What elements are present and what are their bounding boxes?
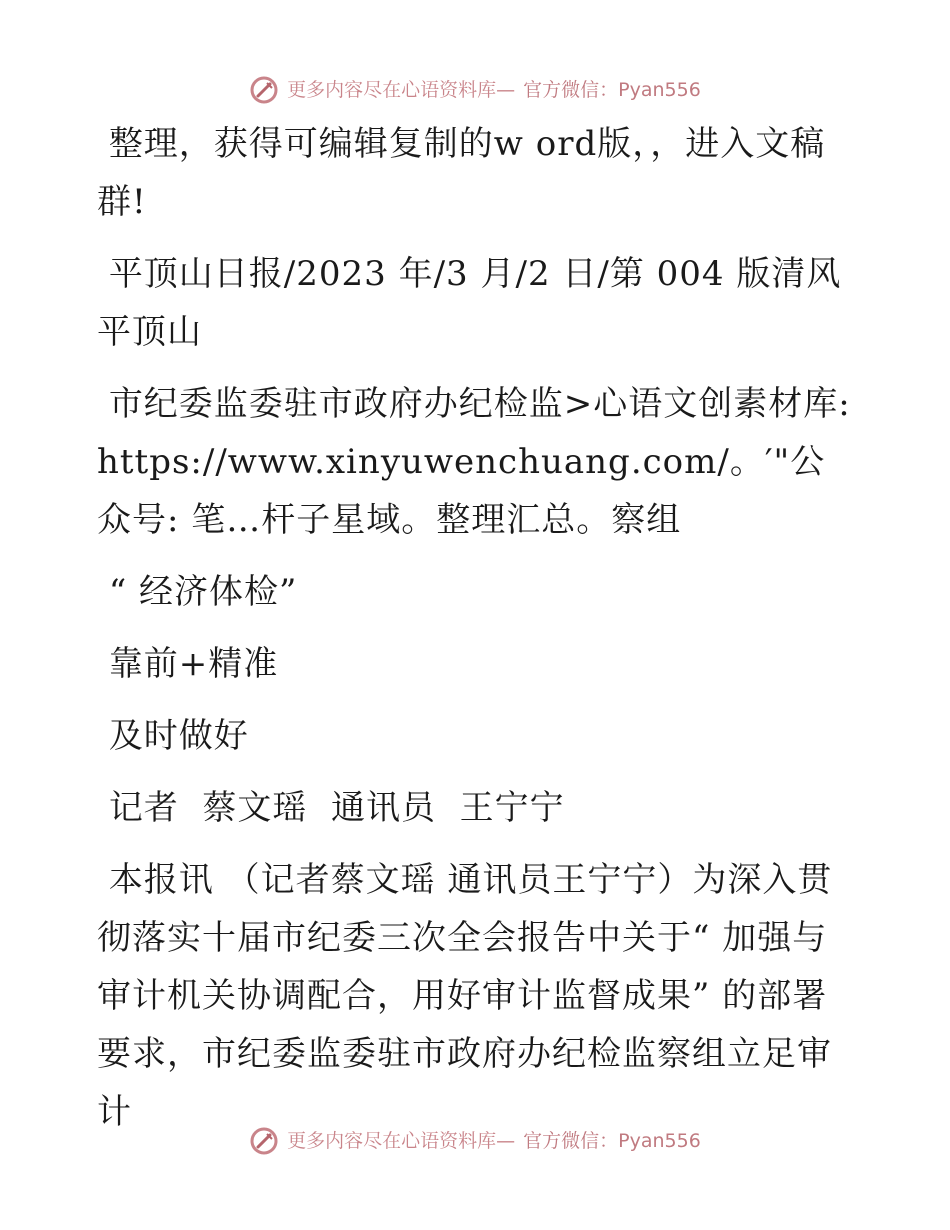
paragraph: “ 经济体检” [97, 572, 298, 612]
watermark-contact-text: 官方微信：Pyan556 [523, 1130, 701, 1152]
paragraph: 记者 蔡文瑶 通讯员 王宁宁 [97, 788, 565, 828]
document-body [97, 115, 863, 1155]
paragraph: 本报讯 （记者蔡文瑶 通讯员王宁宁）为深入贯彻落实十届市纪委三次全会报告中关于“ 加强与审计机关协调配合，用好审计监督成果” 的部署要求，市纪委监委驻市政府办纪检监察组立足审计 [97, 860, 833, 1132]
paragraph: 靠前+精准 [97, 644, 279, 684]
paragraph: 及时做好 [97, 716, 249, 756]
pen-logo-icon [249, 1126, 279, 1156]
watermark-main-text: 更多内容尽在心语资料库— [287, 1130, 516, 1152]
header-watermark [0, 75, 950, 105]
paragraph: 市纪委监委驻市政府办纪检监>心语文创素材库: https://www.xinyuwenchuang.com/。′"公众号: 笔…杆子星域。整理汇总。察组 [97, 384, 863, 540]
paragraph: 整理，获得可编辑复制的w ord版，，进入文稿群! [97, 124, 826, 222]
paragraph: 平顶山日报/2023 年/3 月/2 日/第 004 版清风平顶山 [97, 254, 842, 352]
watermark-contact-text: 官方微信：Pyan556 [523, 79, 701, 101]
footer-watermark [0, 1126, 950, 1156]
watermark-main-text: 更多内容尽在心语资料库— [287, 79, 516, 101]
pen-logo-icon [249, 75, 279, 105]
